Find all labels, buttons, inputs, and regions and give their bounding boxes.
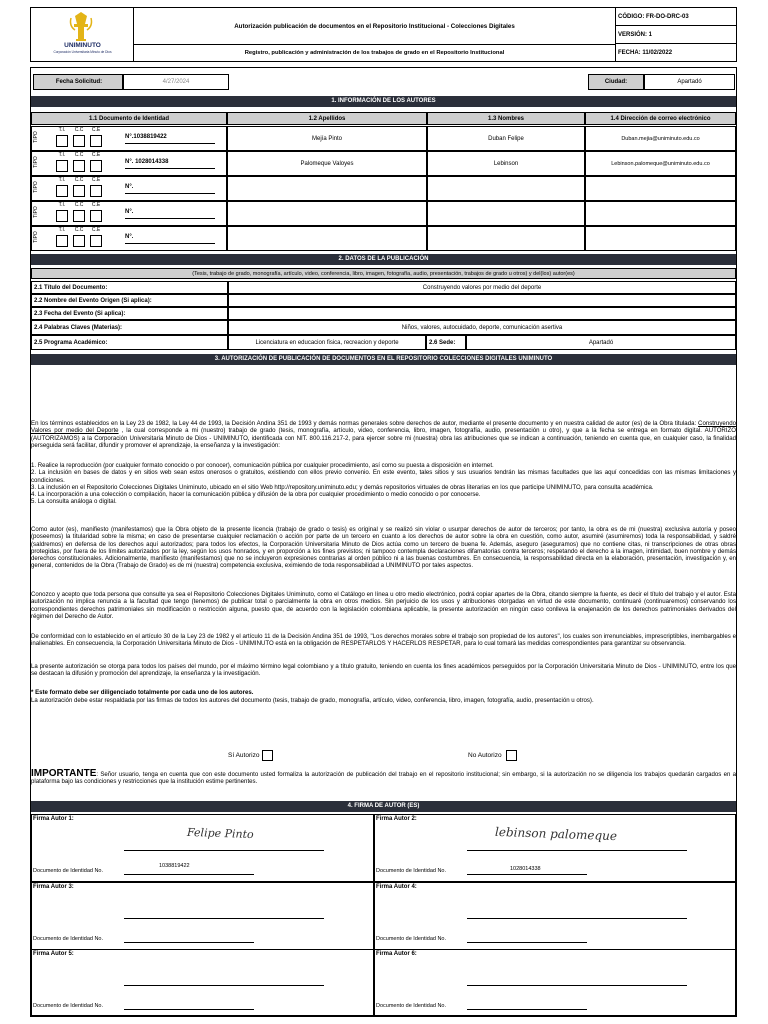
version: VERSIÓN: 1: [616, 26, 736, 44]
fecha-evento-label: 2.3 Fecha del Evento (Si aplica):: [31, 307, 228, 320]
evento-value[interactable]: [228, 294, 736, 307]
doc-id-value[interactable]: 1038819422: [159, 863, 190, 869]
evento-label: 2.2 Nombre del Evento Origen (Si aplica):: [31, 294, 228, 307]
nombres-cell[interactable]: Lebinson: [427, 151, 585, 176]
doc-type-checkbox[interactable]: [90, 160, 102, 172]
programa-label: 2.5 Programa Académico:: [31, 335, 228, 350]
signer-box: [31, 814, 374, 882]
fecha-formato: FECHA: 11/02/2022: [618, 49, 673, 56]
authorization-paragraph-5: La presente autorización se otorga para todos los países del mundo, por el máximo término legal colombiano y a título gratuito, teniendo en cuenta los fines académicos perseguidos por la Corporación Universitaria Minuto de Dios - UNIMINUTO, entre los que se destacan la difusión y promoción del aprendizaje, la enseñanza y la investigación.: [31, 663, 736, 678]
doc-id-label: Documento de Identidad No.: [33, 868, 104, 874]
col-nombres: 1.3 Nombres: [427, 112, 585, 125]
si-autorizo-label: Sí Autorizo: [228, 752, 260, 759]
nombres-cell[interactable]: Duban Felipe: [427, 126, 585, 151]
note-text: La autorización debe estar respaldada por las firmas de todos los autores del documento (tesis, trabajo de grado, monografía, artículo, video, conferencia, libro, imagen, fotografía, audio, presentación u otros).: [31, 697, 594, 704]
apellidos-cell[interactable]: [227, 226, 427, 251]
ciudad-label: Ciudad:: [588, 74, 644, 90]
importante-note: [31, 770, 736, 786]
signer-box: [374, 949, 736, 1016]
nombres-cell[interactable]: [427, 176, 585, 201]
doc-type-checkbox[interactable]: [73, 160, 85, 172]
doc-id-label: Documento de Identidad No.: [376, 1003, 447, 1009]
doc-id-value[interactable]: 1028014338: [510, 866, 541, 872]
authorization-list-item: 1. Realice la reproducción (por cualquier formato conocido o por conocer), comunicación pública por cualquier procedimiento, así como su puesta a disposición en internet.: [31, 462, 494, 469]
section4-header: 4. FIRMA DE AUTOR (ES): [31, 801, 736, 812]
doc-type-checkbox[interactable]: [90, 235, 102, 247]
doc-type-checkbox[interactable]: [73, 185, 85, 197]
titulo-value[interactable]: Construyendo valores por medio del deporte: [228, 281, 736, 294]
col-documento: 1.1 Documento de Identidad: [31, 112, 227, 125]
signature-line: [124, 918, 324, 919]
fecha-solicitud-label: Fecha Solicitud:: [33, 74, 123, 90]
signer-label: Firma Autor 6:: [376, 951, 417, 957]
doc-id-line: [124, 1009, 254, 1010]
section2-subtitle: (Tesis, trabajo de grado, monografía, artículo, video, conferencia, libro, imagen, fotografía, audio, presentación, trabajos de grado u otros) y del(los) autor(es): [31, 268, 736, 279]
tipo-label: TIPO: [33, 156, 39, 168]
doc-type-label: C.C: [74, 227, 84, 233]
tipo-label: TIPO: [33, 181, 39, 193]
authorization-list: [31, 462, 736, 506]
email-cell[interactable]: Lebinson.palomeque@uniminuto.edu.co: [585, 151, 736, 176]
section2-header: 2. DATOS DE LA PUBLICACIÓN: [31, 254, 736, 265]
signer-box: [31, 949, 374, 1016]
nombres-cell[interactable]: [427, 226, 585, 251]
col-apellidos: 1.2 Apellidos: [227, 112, 427, 125]
document-title: Autorización publicación de documentos en el Repositorio Institucional - Colecciones Digitales: [134, 8, 616, 45]
doc-id-line: [467, 942, 587, 943]
doc-type-checkbox[interactable]: [90, 135, 102, 147]
doc-type-checkbox[interactable]: [73, 235, 85, 247]
doc-type-label: C.C: [74, 202, 84, 208]
signature-line: [467, 985, 687, 986]
doc-id-line: [124, 874, 254, 875]
sede-label: 2.6 Sede:: [426, 335, 466, 350]
doc-id-label: Documento de Identidad No.: [33, 1003, 104, 1009]
doc-id-line: [124, 942, 254, 943]
titulo-label: 2.1 Título del Documento:: [31, 281, 228, 294]
apellidos-cell[interactable]: [227, 201, 427, 226]
p1-work-title: Construyendo Valores por medio del Deporte: [31, 420, 736, 435]
authorization-paragraph-3: Conozco y acepto que toda persona que consulte ya sea el Repositorio Colecciones Digitales Uniminuto, como el Catálogo en línea u otro medio electrónico, podrá copiar apartes de la Obra, citando siempre la fuente, es decir el título del trabajo y el autor. Esta autorización no implica renuncia a la facultad que tengo (tenemos) de publicar total o parcialmente la obra en otros medios. Sin perjuicio de los usos y atribuciones otorgadas en virtud de este documento, continuaré (continuaremos) conservando los correspondientes derechos patrimoniales sin modificación o restricción alguna, puesto que, de acuerdo con la legislación colombiana aplicable, la presente autorización en ningún caso conlleva la enajenación de los derechos patrimoniales derivados del régimen del Derecho de Autor.: [31, 591, 736, 620]
programa-value[interactable]: Licenciatura en educacion fisica, recreacion y deporte: [228, 335, 426, 350]
signer-label: Firma Autor 4:: [376, 884, 417, 890]
doc-id-line: [467, 1009, 587, 1010]
signer-label: Firma Autor 5:: [33, 951, 74, 957]
si-autorizo-checkbox[interactable]: [262, 750, 273, 761]
no-autorizo-label: No Autorizo: [468, 752, 502, 759]
doc-type-label: T.I.: [58, 177, 66, 183]
tipo-label: TIPO: [33, 231, 39, 243]
document-subtitle: Registro, publicación y administración de los trabajos de grado en el Repositorio Institucional: [134, 45, 616, 61]
fecha-solicitud-value[interactable]: 4/27/2024: [123, 74, 229, 90]
doc-type-checkbox[interactable]: [90, 185, 102, 197]
logo-icon: [61, 12, 101, 42]
doc-type-checkbox[interactable]: [73, 210, 85, 222]
authorization-list-item: 2. La inclusión en bases de datos y en sitios web sean estos onerosos o gratuitos, existiendo con ellos previo convenio. En este evento, tales sitios y sus usuarios tendrán las mismas facultades que las aquí concedidas con las mismas limitaciones y condiciones.: [31, 469, 736, 484]
doc-id-label: Documento de Identidad No.: [376, 868, 447, 874]
doc-underline: [125, 193, 215, 194]
apellidos-cell[interactable]: Palomeque Valoyes: [227, 151, 427, 176]
doc-id-line: [467, 874, 587, 875]
signature-line: [467, 918, 687, 919]
sede-value[interactable]: Apartadó: [466, 335, 736, 350]
email-cell[interactable]: [585, 201, 736, 226]
doc-type-label: T.I.: [58, 152, 66, 158]
signer-box: [374, 814, 736, 882]
doc-number[interactable]: N°.: [125, 234, 134, 240]
signer-box: [31, 882, 374, 950]
doc-underline: [125, 143, 215, 144]
section1-header: 1. INFORMACIÓN DE LOS AUTORES: [31, 96, 736, 107]
doc-type-label: C.C: [74, 152, 84, 158]
signer-label: Firma Autor 3:: [33, 884, 74, 890]
no-autorizo-checkbox[interactable]: [506, 750, 517, 761]
email-cell[interactable]: [585, 226, 736, 251]
doc-underline: [125, 218, 215, 219]
signer-label: Firma Autor 1:: [33, 816, 74, 822]
doc-number[interactable]: N°.1038819422: [125, 134, 167, 140]
doc-type-label: C.E: [91, 202, 101, 208]
doc-type-label: C.E: [91, 127, 101, 133]
doc-number[interactable]: N°.: [125, 184, 134, 190]
doc-underline: [125, 243, 215, 244]
authorization-list-item: 4. La incorporación a una colección o compilación, hacer la comunicación pública y difusión de la obra por cualquier procedimiento o medio conocido o por conocerse.: [31, 491, 481, 499]
doc-type-checkbox[interactable]: [56, 235, 68, 247]
signature-line: [467, 850, 687, 851]
doc-type-checkbox[interactable]: [56, 210, 68, 222]
logo-subtext: Corporación Universitaria Minuto de Dios: [53, 50, 112, 54]
doc-number[interactable]: N°. 1028014338: [125, 159, 169, 165]
tipo-label: TIPO: [33, 131, 39, 143]
doc-id-label: Documento de Identidad No.: [33, 936, 104, 942]
signer-label: Firma Autor 2:: [376, 816, 417, 822]
doc-type-label: C.E: [91, 227, 101, 233]
signature-line: [124, 985, 324, 986]
fecha-evento-value[interactable]: [228, 307, 736, 320]
header-block: [30, 7, 737, 62]
authorization-paragraph-4: De conformidad con lo establecido en el artículo 30 de la Ley 23 de 1982 y el artículo 11 de la Decisión Andina 351 de 1993, "Los derechos morales sobre el trabajo son propiedad de los autores", los cuales son irrenunciables, imprescriptibles, inembargables e inalienables. En consecuencia, la Corporación Universitaria Minuto de Dios - UNIMINUTO está en la obligación de RESPETARLOS Y HACERLOS RESPETAR, para lo cual tomará las medidas correspondientes para garantizar su observancia.: [31, 633, 736, 648]
authorization-list-item: 3. La inclusión en el Repositorio Colecciones Digitales Uniminuto, ubicado en el sitio Web http://repository.uniminuto.edu; y demás repositorios virtuales de obras literarias en los que participe UNIMINUTO, para consulta académica.: [31, 483, 654, 491]
doc-type-checkbox[interactable]: [56, 135, 68, 147]
doc-type-label: C.C: [74, 177, 84, 183]
note-bold: * Este formato debe ser diligenciado totalmente por cada uno de los autores.: [31, 689, 254, 696]
email-cell[interactable]: Duban.mejia@uniminuto.edu.co: [585, 126, 736, 151]
doc-type-checkbox[interactable]: [56, 185, 68, 197]
apellidos-cell[interactable]: [227, 176, 427, 201]
codigo: CÓDIGO: FR-DO-DRC-03: [616, 8, 736, 26]
doc-type-checkbox[interactable]: [73, 135, 85, 147]
email-cell[interactable]: [585, 176, 736, 201]
p1-start: En los términos establecidos en la Ley 23 de 1982, la Ley 44 de 1993, la Decisión Andina 351 de 1993 y demás normas generales sobre derechos de autor, mediante el presente documento y en nuestra calidad de autor (es) de la Obra titulada:: [31, 420, 699, 427]
importante-label: IMPORTANTE: [31, 768, 97, 779]
doc-type-label: T.I.: [58, 227, 66, 233]
doc-type-label: T.I.: [58, 127, 66, 133]
palabras-value[interactable]: Niños, valores, autocuidado, deporte, comunicación asertiva: [228, 320, 736, 335]
doc-type-label: C.C: [74, 127, 84, 133]
doc-number[interactable]: N°.: [125, 209, 134, 215]
signature[interactable]: Felipe Pinto: [186, 825, 254, 842]
apellidos-cell[interactable]: Mejía Pinto: [227, 126, 427, 151]
importante-text: : Señor usuario, tenga en cuenta que con este documento usted formaliza la autorización de publicación del trabajo en el repositorio institucional; sin embargo, si la autorización no se diligencia los trabajos quedarán cargados en a plataforma bajo las condiciones y restricciones que la institución estime pertinentes.: [31, 771, 736, 786]
authorization-list-item: 5. La consulta análoga o digital.: [31, 498, 117, 506]
authorization-paragraph-2: Como autor (es), manifiesto (manifestamos) que la Obra objeto de la presente licencia (trabajo de grado o tesis) es original y se realizó sin violar o usurpar derechos de autor de terceros; por tanto, la obra es de mi (nuestra) exclusiva autoría y poseo (poseemos) la titularidad sobre la misma; en caso de presentarse cualquier reclamación o acción por parte de un tercero en cuanto a los derechos de autor sobre la obra en cuestión, como autor, asumiré (asumiremos) toda la responsabilidad, y saldré (saldremos) en defensa de los derechos aquí autorizados; para todos los efectos, la Corporación Universitaria Minuto de Dios actúa como un tercero de buena fe. Además, aseguro (aseguramos) que no contiene citas, ni transcripciones de otras obras protegidas, por fuera de los límites autorizados por la ley, según los usos honrados, y en proporción a los fines previstos; ni tampoco contempla declaraciones difamatorias contra terceros; respetando el derecho a la imagen, intimidad, buen nombre y demás derechos constitucionales. Adicionalmente, manifiesto (manifestamos) que no se incluyeron expresiones contrarias al orden público ni a las buenas costumbres. En consecuencia, la responsabilidad directa en la elaboración, presentación, investigación y, en general, contenidos de la Obra (Trabajo de Grado) es de mi (nuestra) competencia exclusiva, eximiendo de toda responsabilidad a UNIMINUTO por tales aspectos.: [31, 526, 736, 570]
signer-box: [374, 882, 736, 950]
doc-underline: [125, 168, 215, 169]
doc-id-label: Documento de Identidad No.: [376, 936, 447, 942]
doc-type-label: T.I.: [58, 202, 66, 208]
logo-cell: [31, 8, 134, 61]
doc-type-checkbox[interactable]: [90, 210, 102, 222]
authorization-paragraph-1: [31, 420, 736, 449]
palabras-label: 2.4 Palabras Claves (Materias):: [31, 320, 228, 335]
doc-type-checkbox[interactable]: [56, 160, 68, 172]
tipo-label: TIPO: [33, 206, 39, 218]
doc-type-label: C.E: [91, 152, 101, 158]
logo-text: UNIMINUTO: [64, 42, 101, 49]
nombres-cell[interactable]: [427, 201, 585, 226]
signature-line: [124, 850, 324, 851]
col-email: 1.4 Dirección de correo electrónico: [585, 112, 736, 125]
p1-end: , la cual corresponde a mi (nuestro) trabajo de grado (tesis, monografía, artículo, video, conferencia, libro, imagen, fotografía, audio, presentación u otro), y que a la fecha se entrega en formato digital. AUTORIZO (AUTORIZAMOS) a la Corporación Universitaria Minuto de Dios - UNIMINUTO, identificada con NIT. 800.116.217-2, para ejercer sobre mi (nuestra) obra las atribuciones que se indican a continuación, teniendo en cuenta que, en cualquier caso, la finalidad perseguida será facilitar, difundir y promover el aprendizaje, la enseñanza y la investigación:: [31, 427, 736, 449]
ciudad-value[interactable]: Apartadó: [644, 74, 735, 90]
signature[interactable]: lebinson palomeque: [494, 824, 618, 844]
doc-type-label: C.E: [91, 177, 101, 183]
section3-header: 3. AUTORIZACIÓN DE PUBLICACIÓN DE DOCUMENTOS EN EL REPOSITORIO COLECCIONES DIGITALES UNIMINUTO: [31, 354, 736, 365]
